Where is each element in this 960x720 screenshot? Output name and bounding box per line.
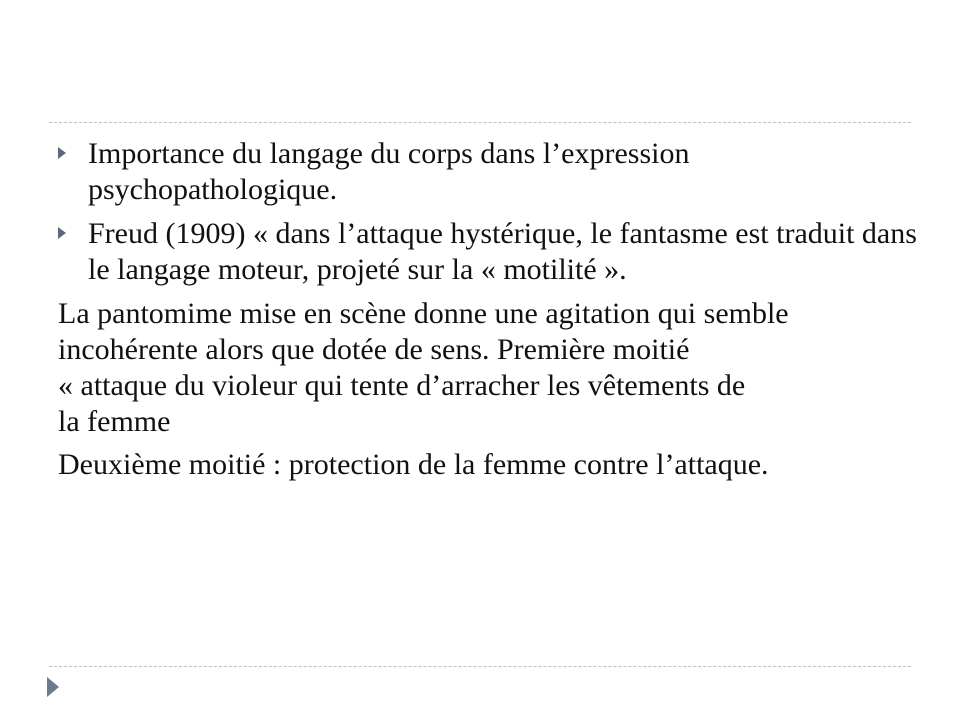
bottom-divider (49, 666, 911, 667)
bullet-text-2: Freud (1909) « dans l’attaque hystérique, le fantasme est traduit dans le langage moteur, projeté sur la « motilité ». (88, 217, 917, 286)
paragraph-line: incohérente alors que dotée de sens. Première moitié (58, 333, 690, 366)
paragraph-pantomime (58, 296, 918, 440)
bullet-text-1: Importance du langage du corps dans l’expression psychopathologique. (88, 137, 690, 206)
corner-triangle-icon (46, 676, 60, 698)
paragraph-line: La pantomime mise en scène donne une agitation qui semble (58, 297, 789, 330)
paragraph-line: « attaque du violeur qui tente d’arracher les vêtements de (58, 369, 746, 402)
bullet-item-1 (58, 136, 918, 208)
bullet-item-2 (58, 216, 918, 288)
paragraph-line: Deuxième moitié : protection de la femme contre l’attaque. (58, 448, 769, 481)
triangle-bullet-icon (58, 147, 66, 159)
top-divider (49, 122, 911, 123)
paragraph-line: la femme (58, 405, 171, 438)
paragraph-deuxieme-moitie (58, 447, 918, 483)
triangle-bullet-icon (58, 227, 66, 239)
slide-body (58, 136, 918, 490)
